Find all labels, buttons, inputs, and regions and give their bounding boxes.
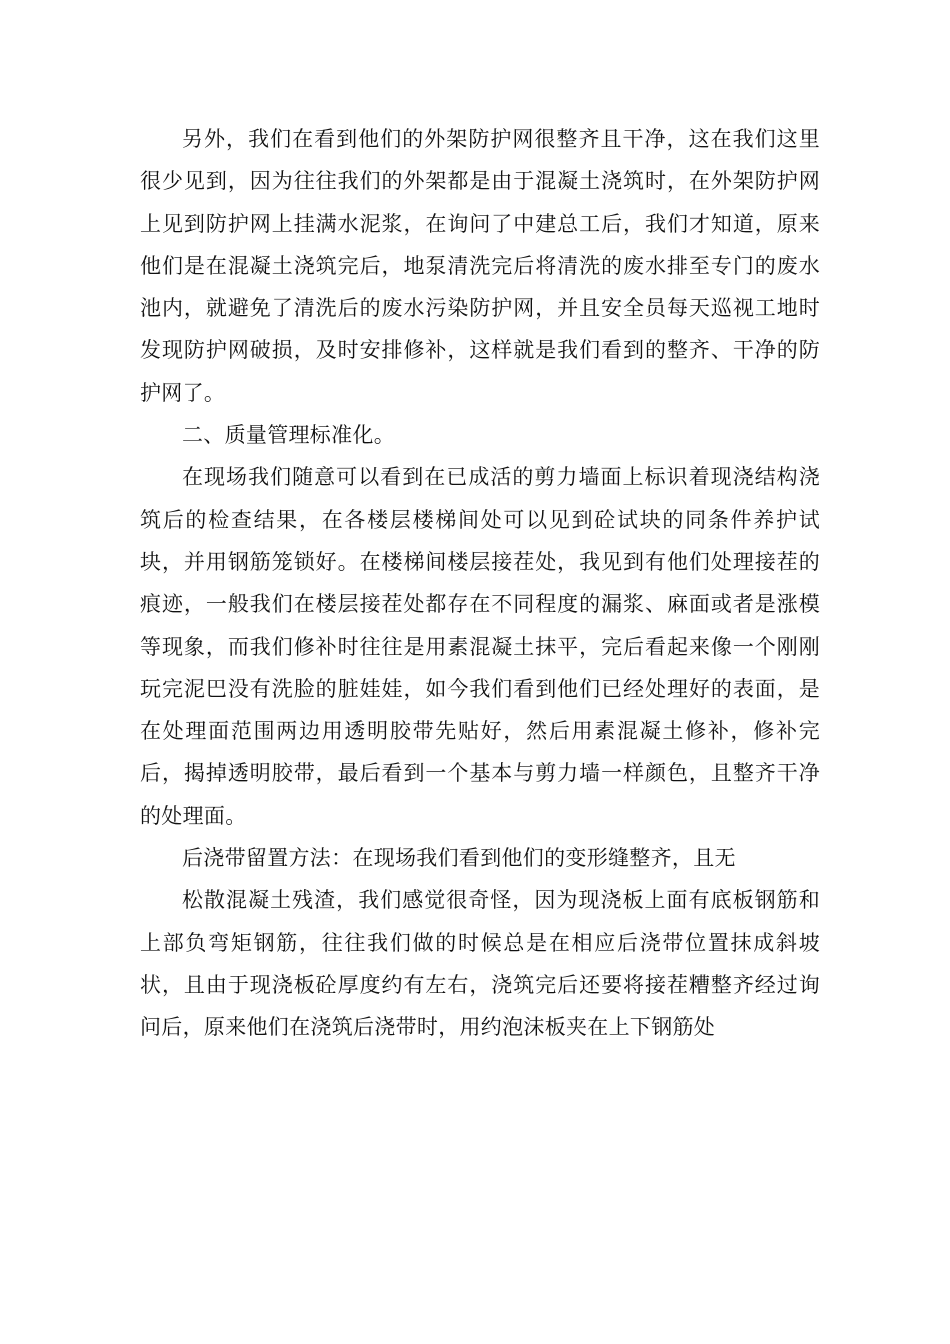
document-body — [140, 118, 820, 1049]
paragraph-shear-wall-repair: 在现场我们随意可以看到在已成活的剪力墙面上标识着现浇结构浇筑后的检查结果，在各楼层楼梯间处可以见到砼试块的同条件养护试块，并用钢筋笼锁好。在楼梯间楼层接茬处，我见到有他们处理接茬的痕迹，一般我们在楼层接茬处都存在不同程度的漏浆、麻面或者是涨模等现象，而我们修补时往往是用素混凝土抹平，完后看起来像一个刚刚玩完泥巴没有洗脸的脏娃娃，如今我们看到他们已经处理好的表面，是在处理面范围两边用透明胶带先贴好，然后用素混凝土修补，修补完后，揭掉透明胶带，最后看到一个基本与剪力墙一样颜色，且整齐干净的处理面。 — [140, 465, 820, 828]
paragraph-post-pour-strip-intro: 后浇带留置方法：在现场我们看到他们的变形缝整齐，且无 — [182, 846, 736, 871]
section-heading-quality-management: 二、质量管理标准化。 — [182, 423, 395, 448]
paragraph-post-pour-strip-detail: 松散混凝土残渣，我们感觉很奇怪，因为现浇板上面有底板钢筋和上部负弯矩钢筋，往往我们做的时候总是在相应后浇带位置抹成斜坡状，且由于现浇板砼厚度约有左右，浇筑完后还要将接茬糟整齐经过询问后，原来他们在浇筑后浇带时，用约泡沫板夹在上下钢筋处 — [140, 888, 820, 1040]
paragraph-protection-net: 另外，我们在看到他们的外架防护网很整齐且干净，这在我们这里很少见到，因为往往我们的外架都是由于混凝土浇筑时，在外架防护网上见到防护网上挂满水泥浆，在询问了中建总工后，我们才知道，原来他们是在混凝土浇筑完后，地泵清洗完后将清洗的废水排至专门的废水池内，就避免了清洗后的废水污染防护网，并且安全员每天巡视工地时发现防护网破损，及时安排修补，这样就是我们看到的整齐、干净的防护网了。 — [140, 127, 820, 405]
